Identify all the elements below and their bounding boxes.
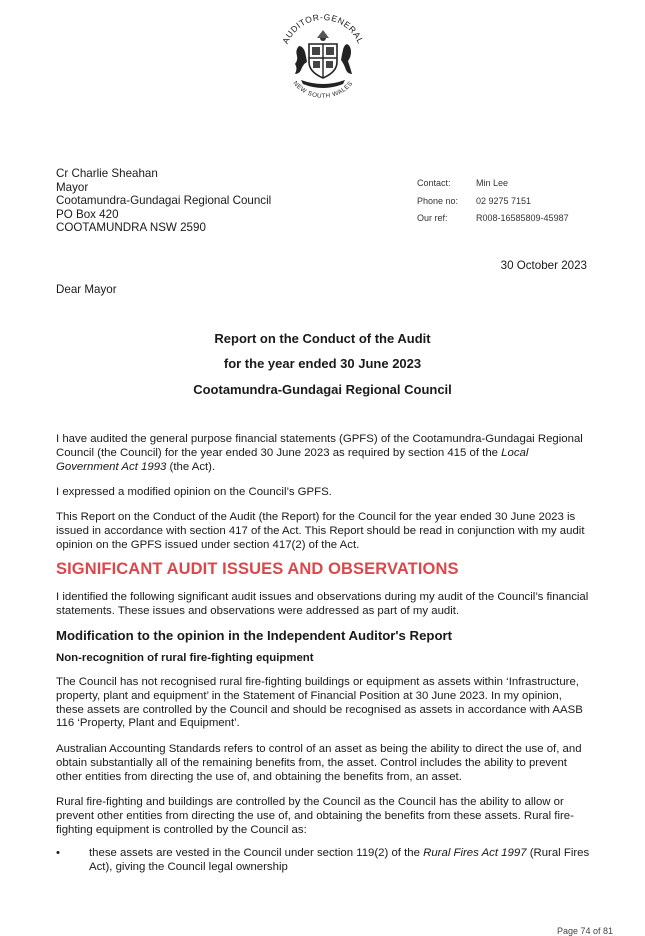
recipient-po-box: PO Box 420 [56, 207, 119, 221]
phone-row [417, 196, 569, 214]
recipient-title: Mayor [56, 180, 89, 194]
reference-label: Our ref: [417, 213, 448, 223]
svg-text:NEW SOUTH WALES: NEW SOUTH WALES [291, 79, 355, 100]
act-name-italic: Local Government Act 1993 [56, 446, 529, 473]
phone-value: 02 9275 7151 [476, 195, 532, 206]
issue-heading: Non-recognition of rural fire-fighting equipment [56, 652, 314, 664]
contact-label: Contact: [417, 178, 451, 188]
subsection-heading: Modification to the opinion in the Independent Auditor's Report [56, 628, 453, 643]
act-name-italic: Rural Fires Act 1997 [423, 847, 527, 859]
contact-row [417, 178, 569, 196]
report-title-line-1: Report on the Conduct of the Audit [214, 331, 431, 346]
page-number: Page 74 of 81 [556, 926, 613, 936]
bullet-symbol: • [56, 847, 60, 859]
report-title-line-2: for the year ended 30 June 2023 [223, 356, 422, 371]
paragraph-audit-scope: I have audited the general purpose financial statements (GPFS) of the Cootamundra-Gundagai Regional Council (the Council) for the year ended 30 June 2023 as required by section 415 of the Local Government Act 1993 (the Act). [56, 433, 583, 473]
report-title-line-3: Cootamundra-Gundagai Regional Council [193, 382, 452, 397]
svg-text:AUDITOR-GENERAL: AUDITOR-GENERAL [280, 11, 366, 46]
section-heading: SIGNIFICANT AUDIT ISSUES AND OBSERVATIONS [56, 560, 459, 578]
paragraph-modified-opinion: I expressed a modified opinion on the Council’s GPFS. [56, 486, 332, 498]
paragraph-report-purpose: This Report on the Conduct of the Audit (the Report) for the Council for the year ended 30 June 2023 is issued in accordance with section 417 of the Act. This Report should be read in conjunction with my audit opinion on the GPFS issued under section 417(2) of the Act. [56, 511, 585, 551]
recipient-city: COOTAMUNDRA NSW 2590 [56, 221, 206, 235]
phone-label: Phone no: [417, 195, 459, 206]
recipient-address [56, 167, 271, 235]
recipient-name: Cr Charlie Sheahan [56, 167, 158, 180]
bullet-text: these assets are vested in the Council under section 119(2) of the Rural Fires Act 1997 (Rural Fires Act), giving the Council legal ownership [89, 847, 590, 873]
letter-date: 30 October 2023 [500, 259, 587, 272]
contact-value: Min Lee [476, 178, 509, 188]
paragraph-issues-intro: I identified the following significant audit issues and observations during my audit of the Council’s financial statements. These issues and observations were addressed as part of my audit. [56, 591, 589, 617]
salutation: Dear Mayor [56, 283, 117, 296]
reference-row [417, 213, 569, 231]
recipient-organisation: Cootamundra-Gundagai Regional Council [56, 194, 272, 208]
paragraph-non-recognition: The Council has not recognised rural fire-fighting buildings or equipment as assets within ‘Infrastructure, property, plant and equipment’ in the Statement of Financial Position at 30 June 2023. In my opinion, these assets are controlled by the Council and should be recognised as assets in accordance with AASB 116 ‘Property, Plant and Equipment’. [56, 676, 583, 730]
auditor-general-seal [273, 8, 373, 110]
reference-value: R008-16585809-45987 [476, 213, 569, 223]
paragraph-control-definition: Australian Accounting Standards refers to control of an asset as being the ability to direct the use of, and obtain substantially all of the remaining benefits from, the asset. Control includes the ability to prevent other entities from directing the use of, and obtaining the benefits from, an asset. [56, 743, 582, 783]
paragraph-control-reasoning: Rural fire-fighting and buildings are controlled by the Council as the Council has the ability to allow or prevent other entities from directing the use of, and obtaining the benefits from these assets. Rural fire-fighting equipment is controlled by the Council as: [56, 796, 574, 836]
contact-block [417, 178, 569, 231]
